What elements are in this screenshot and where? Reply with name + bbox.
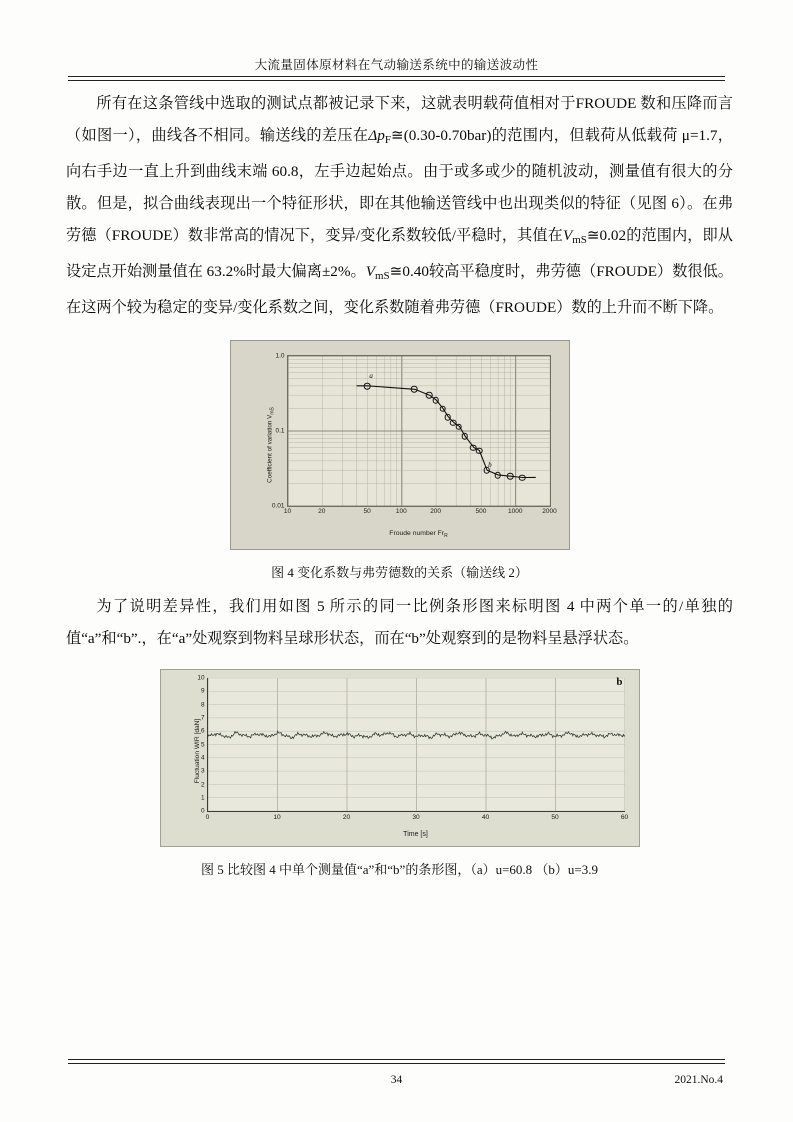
figure-4-x-tick: 50 <box>363 508 371 516</box>
figure-5-y-tick: 0 <box>200 807 205 815</box>
figure-4-data-point <box>426 392 433 399</box>
figure-5-series-badge: b <box>616 676 623 689</box>
figure-5-x-tick: 10 <box>273 814 281 822</box>
symbol-vms-2: V <box>365 263 376 281</box>
figure-4-data-point <box>432 397 439 404</box>
footer-rule-thick <box>68 1059 725 1060</box>
figure-5-y-axis-label: Fluctuation WIR [daN] <box>193 718 201 784</box>
page-content <box>66 88 733 878</box>
header-rule-thin <box>68 80 725 81</box>
header-rule-thick <box>68 76 725 77</box>
paragraph-1-part-a: 所有在这条管线中选取的测试点都被记录下来，这就表明载荷值相对于FROUDE 数和压降而言（如图一），曲线各不相同。输送线的差压在 <box>66 95 733 144</box>
figure-5-y-tick: 8 <box>200 701 205 709</box>
figure-5-y-tick: 4 <box>200 754 205 762</box>
symbol-vms-2-subscript: mS <box>375 270 390 283</box>
figure-4-container <box>66 340 733 581</box>
figure-5-y-tick: 1 <box>200 794 205 802</box>
figure-5-container <box>66 669 733 878</box>
figure-4-data-point <box>507 473 514 480</box>
symbol-delta-p-subscript: F <box>384 134 391 147</box>
figure-5-x-tick: 0 <box>205 814 210 822</box>
figure-4-svg <box>288 356 550 506</box>
figure-4-plot-area <box>271 352 557 516</box>
figure-5-y-tick: 5 <box>200 741 205 749</box>
figure-5-x-tick: 40 <box>481 814 490 822</box>
figure-5-y-tick: 10 <box>197 674 205 682</box>
figure-4-y-tick: 0.1 <box>275 427 285 435</box>
symbol-vms-1-subscript: mS <box>572 234 587 247</box>
figure-5-y-tick: 7 <box>200 714 205 722</box>
figure-5-y-tick: 6 <box>200 727 205 735</box>
figure-5-y-tick: 9 <box>200 687 205 695</box>
figure-4-data-point <box>461 433 468 440</box>
figure-4-annotation-a: a <box>369 372 373 381</box>
figure-4-caption: 图 4 变化系数与弗劳德数的关系（输送线 2） <box>271 565 528 581</box>
figure-4-x-tick: 10 <box>283 508 292 516</box>
figure-4-y-tick: 0.01 <box>271 502 285 510</box>
figure-4-x-tick: 2000 <box>542 508 557 516</box>
paragraph-1-part-c: ≅0.02的范围内，即从设定点开始测量值在 63.2%时最大偏离±2%。 <box>66 227 733 281</box>
figure-5-x-tick: 60 <box>620 814 629 822</box>
figure-4-data-point <box>439 405 446 412</box>
figure-5-x-axis-label: Time [s] <box>403 831 428 839</box>
figure-4-data-point <box>364 383 371 390</box>
figure-5-y-tick: 2 <box>200 781 205 789</box>
figure-4-annotation-b: b <box>488 461 492 470</box>
figure-4-fit-curve <box>356 386 535 478</box>
figure-4-x-tick: 20 <box>318 508 326 516</box>
symbol-vms-1: V <box>562 227 573 245</box>
figure-5-y-tick: 3 <box>200 767 205 775</box>
figure-4-data-point <box>519 474 526 481</box>
figure-4-data-point <box>476 447 483 454</box>
figure-5-x-tick: 50 <box>551 814 559 822</box>
figure-4-y-axis-label: Coefficient of variation $V_{mS}$ <box>265 407 275 484</box>
running-head: 大流量固体原材料在气动输送系统中的输送波动性 <box>254 58 539 72</box>
figure-4-data-point <box>494 472 501 479</box>
figure-4-x-tick: 500 <box>475 508 487 516</box>
issue-label: 2021.No.4 <box>674 1074 723 1086</box>
symbol-delta-p: Δp <box>368 127 385 144</box>
figure-5-caption: 图 5 比较图 4 中单个测量值“a”和“b”的条形图，（a）u=60.8 （b）u=3.9 <box>200 862 599 878</box>
paragraph-1-part-d: ≅0.40较高平稳度时，弗劳德（FROUDE）数很低。在这两个较为稳定的变异/变化系数之间，变化系数随着弗劳德（FROUDE）数的上升而不断下降。 <box>66 263 733 317</box>
footer-rule-thin <box>68 1063 725 1064</box>
figure-4-x-axis-label: Froude number $Fr_R$ <box>389 530 448 540</box>
figure-4-x-tick: 200 <box>430 508 442 516</box>
figure-4-y-tick: 1.0 <box>275 352 285 360</box>
figure-4-data-point <box>456 423 463 430</box>
figure-4-image <box>230 340 570 550</box>
figure-5-image <box>160 669 640 847</box>
figure-4-x-tick: 1000 <box>507 508 523 516</box>
figure-4-data-point <box>411 386 418 393</box>
paragraph-1 <box>66 88 733 324</box>
figure-5-x-tick: 30 <box>412 814 420 822</box>
page-number: 34 <box>390 1074 403 1086</box>
paragraph-1-part-b: ≅(0.30-0.70bar)的范围内，但载荷从低载荷 μ=1.7，向右手边一直上升到曲线末端 60.8，左手边起始点。由于或多或少的随机波动，测量值有很大的分散。但是，拟合曲线表现出一个特征形状，即在其他输送管线中也出现类似的特征（见图 6）。在弗劳德（FROUDE）数非常高的情况下，变异/变化系数较低/平稳时，其值在 <box>66 127 733 245</box>
figure-4-x-tick: 100 <box>395 508 407 516</box>
figure-5-svg <box>208 678 625 811</box>
figure-5-x-tick: 20 <box>342 814 351 822</box>
paragraph-2: 为了说明差异性，我们用如图 5 所示的同一比例条形图来标明图 4 中两个单一的/单独的值“a”和“b”.，在“a”处观察到物料呈球形状态，而在“b”处观察到的是物料呈悬浮状态。 <box>66 598 733 648</box>
